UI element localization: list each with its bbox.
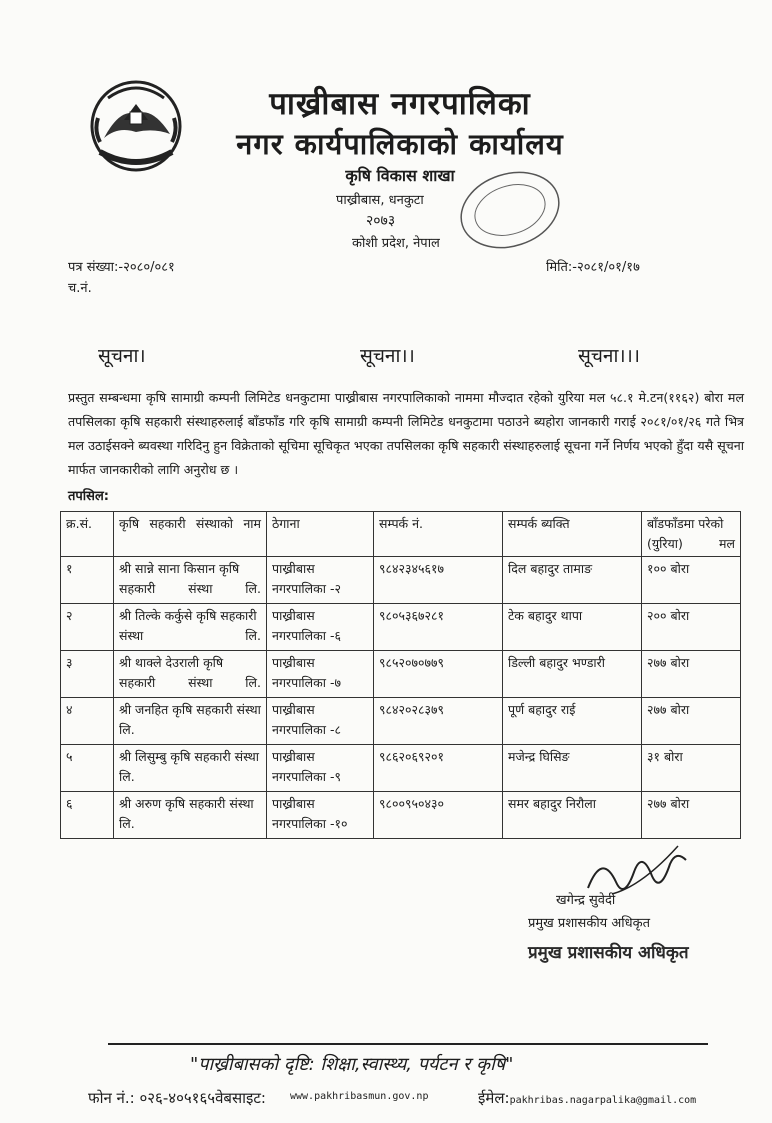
address-line-1: पाख्रीबास, धनकुटा [336, 193, 424, 208]
cell-sn: ४ [61, 698, 114, 745]
cell-sn: १ [61, 557, 114, 604]
footer-email-label: ईमेल: [478, 1089, 510, 1107]
cell-sn: ३ [61, 651, 114, 698]
cell-cooperative: श्री अरुण कृषि सहकारी संस्था लि. [114, 792, 267, 839]
footer-website-label: वेबसाइट: [215, 1089, 266, 1107]
branch-name: कृषि विकास शाखा [345, 166, 455, 185]
footer-phone-text: फोन नं.: ०२६-४०५१६५ [88, 1089, 216, 1107]
cell-phone: ९८६२०६९२०१ [374, 745, 503, 792]
cell-contact-person: टेक बहादुर थापा [503, 604, 642, 651]
cell-address: पाख्रीबास नगरपालिका -८ [267, 698, 374, 745]
cell-phone: ९८४२०२८३७९ [374, 698, 503, 745]
cell-address: पाख्रीबास नगरपालिका -२ [267, 557, 374, 604]
cell-contact-person: डिल्ली बहादुर भण्डारी [503, 651, 642, 698]
table-row [61, 557, 741, 604]
table-row [61, 792, 741, 839]
cell-sn: ६ [61, 792, 114, 839]
cell-allocation: २७७ बोरा [642, 698, 741, 745]
cell-contact-person: दिल बहादुर तामाङ [503, 557, 642, 604]
cell-contact-person: पूर्ण बहादुर राई [503, 698, 642, 745]
cell-cooperative: श्री लिसुम्बु कृषि सहकारी संस्था लि. [114, 745, 267, 792]
allocation-table [60, 511, 741, 839]
table-row [61, 604, 741, 651]
table-header-row [61, 512, 741, 557]
table-row [61, 745, 741, 792]
cell-cooperative: श्री सान्ने साना किसान कृषि सहकारी संस्था लि. [114, 557, 267, 604]
dispatch-no: च.नं. [68, 281, 92, 296]
notice-heading-1: सूचना। [98, 345, 146, 367]
cell-cooperative: श्री थाक्ले देउराली कृषि सहकारी संस्था लि. [114, 651, 267, 698]
cell-contact-person: समर बहादुर निरौला [503, 792, 642, 839]
nepal-emblem-icon [80, 68, 192, 180]
cell-cooperative: श्री तिल्के कर्कुसे कृषि सहकारी संस्था लि. [114, 604, 267, 651]
cell-phone: ९८००९५०४३० [374, 792, 503, 839]
col-header-address: ठेगाना [267, 512, 374, 557]
cell-sn: २ [61, 604, 114, 651]
footer-email-address[interactable]: pakhribas.nagarpalika@gmail.com [509, 1095, 697, 1106]
cell-contact-person: मजेन्द्र घिसिङ [503, 745, 642, 792]
schedule-label: तपसिल: [68, 489, 109, 504]
col-header-contact-person: सम्पर्क ब्यक्ति [503, 512, 642, 557]
letter-ref-no: पत्र संख्या:-२०८०/०८१ [68, 260, 175, 275]
municipality-title: पाख्रीबास नगरपालिका [269, 86, 531, 122]
cell-address: पाख्रीबास नगरपालिका -६ [267, 604, 374, 651]
col-header-allocation: बाँडफाँडमा परेको (युरिया) मल [642, 512, 741, 557]
cell-allocation: २०० बोरा [642, 604, 741, 651]
signatory-seal: प्रमुख प्रशासकीय अधिकृत [528, 943, 689, 963]
table-row [61, 651, 741, 698]
cell-sn: ५ [61, 745, 114, 792]
signatory-name: खगेन्द्र सुवेदी [556, 893, 616, 908]
col-header-sn: क्र.सं. [61, 512, 114, 557]
cell-allocation: ३१ बोरा [642, 745, 741, 792]
cell-allocation: १०० बोरा [642, 557, 741, 604]
signatory-title: प्रमुख प्रशासकीय अधिकृत [528, 916, 651, 931]
cell-allocation: २७७ बोरा [642, 651, 741, 698]
col-header-cooperative: कृषि सहकारी संस्थाको नाम [114, 512, 267, 557]
cell-allocation: २७७ बोरा [642, 792, 741, 839]
footer-divider [108, 1043, 708, 1045]
footer-email [478, 1088, 696, 1108]
cell-phone: ९८०५३६७२८१ [374, 604, 503, 651]
footer-phone [88, 1088, 266, 1108]
address-line-2: २०७३ [366, 213, 396, 229]
notice-heading-3: सूचना।।। [578, 345, 640, 367]
col-header-phone: सम्पर्क नं. [374, 512, 503, 557]
cell-address: पाख्रीबास नगरपालिका -७ [267, 651, 374, 698]
letter-date: मिति:-२०८१/०१/१७ [546, 260, 640, 275]
cell-phone: ९८५२०७०७७९ [374, 651, 503, 698]
footer-slogan: "पाख्रीबासको दृष्टि: शिक्षा,स्वास्थ्य, पर्यटन र कृषि" [190, 1054, 514, 1075]
cell-cooperative: श्री जनहित कृषि सहकारी संस्था लि. [114, 698, 267, 745]
table-row [61, 698, 741, 745]
office-stamp-icon [442, 166, 572, 256]
footer-website[interactable]: www.pakhribasmun.gov.np [290, 1091, 429, 1102]
cell-phone: ९८४२३४५६१७ [374, 557, 503, 604]
address-line-3: कोशी प्रदेश, नेपाल [352, 236, 440, 251]
notice-body: प्रस्तुत सम्बन्धमा कृषि सामाग्री कम्पनी लिमिटेड धनकुटामा पाख्रीबास नगरपालिकाको नाममा मौज्दात रहेको युरिया मल ५८.१ मे.टन(११६२) बोरा मल तपसिलका कृषि सहकारी संस्थाहरुलाई बाँडफाँड गरि कृषि सामाग्री कम्पनी लिमिटेड धनकुटामा पठाउने ब्यहोरा जानकारी गराई २०८१/०१/२६ गते भित्र मल उठाईसक्ने ब्यवस्था गरिदिनु हुन विक्रेताको सूचिमा सूचिकृत भएका तपसिलका कृषि सहकारी संस्थाहरुलाई सूचना गर्ने निर्णय भएको हुँदा यसै सूचना मार्फत जानकारीको लागि अनुरोध छ । [68, 390, 744, 477]
cell-address: पाख्रीबास नगरपालिका -९ [267, 745, 374, 792]
cell-address: पाख्रीबास नगरपालिका -१० [267, 792, 374, 839]
notice-heading-2: सूचना।। [360, 345, 415, 367]
office-title: नगर कार्यपालिकाको कार्यालय [236, 127, 564, 161]
